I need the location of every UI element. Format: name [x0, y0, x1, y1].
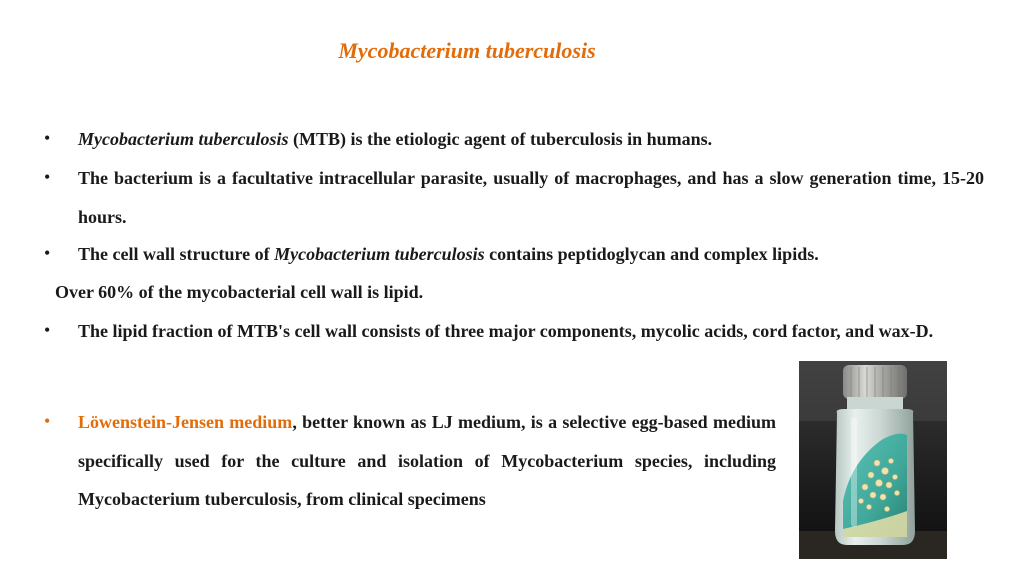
- organism-name: Mycobacterium tuberculosis: [78, 129, 289, 149]
- bullet-dot: •: [44, 411, 51, 431]
- bullet-text: The bacterium is a facultative intracellular parasite, usually of macrophages, and has a slow generation time, 15-20 hours.: [78, 168, 984, 227]
- bullet-dot: •: [44, 243, 51, 263]
- lipid-percent-line: Over 60% of the mycobacterial cell wall is lipid.: [55, 282, 424, 302]
- bullet-dot: •: [44, 320, 51, 340]
- bullet-post: contains peptidoglycan and complex lipids.: [484, 244, 819, 264]
- bullet-text: The lipid fraction of MTB's cell wall consists of three major components, mycolic acids, cord factor, and wax-D.: [78, 321, 934, 341]
- organism-name: Mycobacterium tuberculosis: [274, 244, 485, 264]
- bullet-dot: •: [44, 167, 51, 187]
- bullet-rest: (MTB) is the etiologic agent of tuberculosis in humans.: [288, 129, 713, 149]
- page-title: Mycobacterium tuberculosis: [338, 38, 596, 63]
- bullet-text: [78, 403, 776, 519]
- bullet-rest: , better known as LJ medium, is a selective egg-based medium specifically used for the culture and isolation of Mycobacterium species, including Mycobacterium tuberculosis, from clinical specimens: [78, 412, 776, 509]
- bullet-pre: The cell wall structure of: [78, 244, 275, 264]
- bullet-text: [78, 235, 998, 274]
- lj-medium-term: Löwenstein-Jensen medium: [78, 412, 293, 432]
- bullet-text: [78, 120, 990, 159]
- lj-medium-bottle-photo: [799, 361, 947, 559]
- bullet-dot: •: [44, 128, 51, 148]
